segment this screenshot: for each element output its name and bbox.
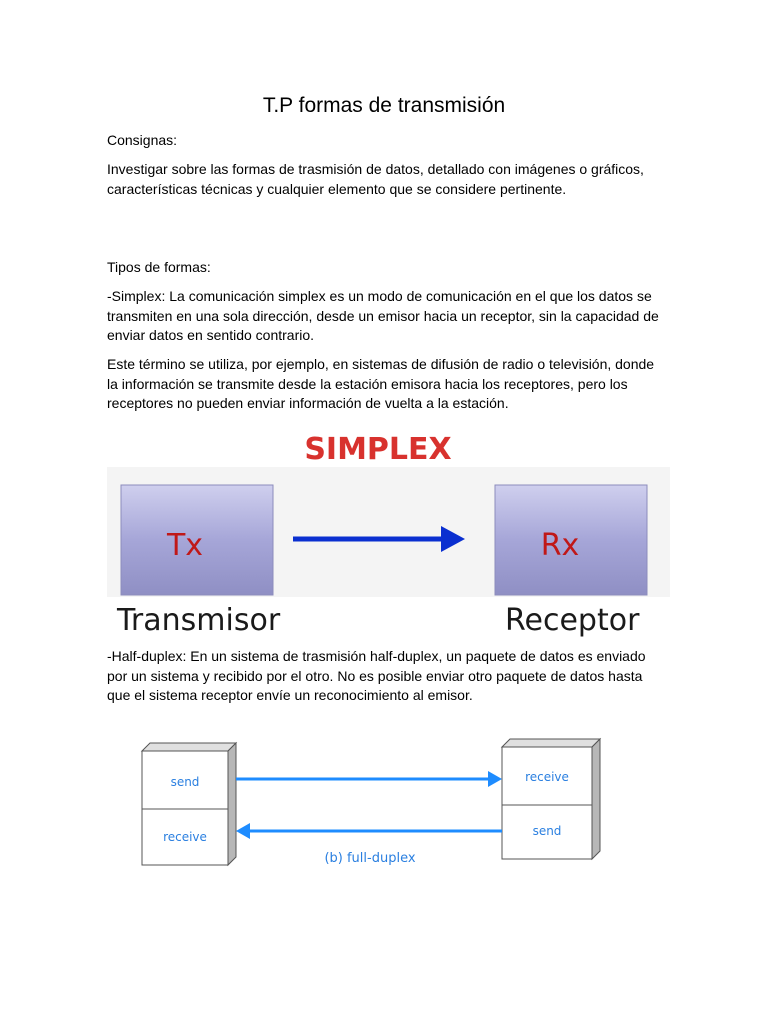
left-stack-side-face	[228, 743, 236, 865]
right-stack-side-face	[592, 739, 600, 859]
left-receive-label: receive	[163, 830, 207, 844]
half-duplex-definition: -Half-duplex: En un sistema de trasmisión half-duplex, un paquete de datos es enviado por un sistema y recibido por el otro. No es posible enviar otro paquete de datos hasta que el sistema receptor envíe un reconocimiento al emisor.	[107, 648, 646, 703]
simplex-title: SIMPLEX	[304, 432, 452, 467]
right-send-label: send	[532, 824, 562, 838]
receive-arrow-head	[236, 823, 250, 839]
duplex-caption: (b) full-duplex	[324, 851, 416, 866]
rx-label: Rx	[540, 528, 580, 563]
simplex-diagram	[107, 422, 670, 640]
tipos-heading: Tipos de formas:	[107, 259, 211, 275]
left-send-label: send	[170, 775, 200, 789]
duplex-figure	[130, 735, 610, 875]
right-stack-top-face	[502, 739, 600, 747]
send-arrow-head	[488, 771, 502, 787]
simplex-figure	[107, 422, 670, 640]
tx-label: Tx	[166, 528, 204, 563]
right-receive-label: receive	[525, 770, 569, 784]
left-stack-top-face	[142, 743, 236, 751]
transmitter-caption: Transmisor	[117, 603, 281, 638]
receiver-caption: Receptor	[505, 603, 640, 638]
simplex-example: Este término se utiliza, por ejemplo, en sistemas de difusión de radio o televisión, donde la información se transmite desde la estación emisora hacia los receptores, pero los receptores no pueden enviar información de vuelta a la estación.	[107, 356, 655, 411]
page-title: T.P formas de transmisión	[262, 94, 506, 117]
simplex-definition: -Simplex: La comunicación simplex es un modo de comunicación en el que los datos se transmiten en una sola dirección, desde un emisor hacia un receptor, sin la capacidad de enviar datos en sentido contrario.	[107, 288, 659, 343]
duplex-diagram	[130, 735, 610, 875]
consignas-body: Investigar sobre las formas de trasmisión de datos, detallado con imágenes o gráficos, características técnicas y cualquier elemento que se considere pertinente.	[107, 161, 644, 197]
consignas-heading: Consignas:	[107, 132, 178, 148]
